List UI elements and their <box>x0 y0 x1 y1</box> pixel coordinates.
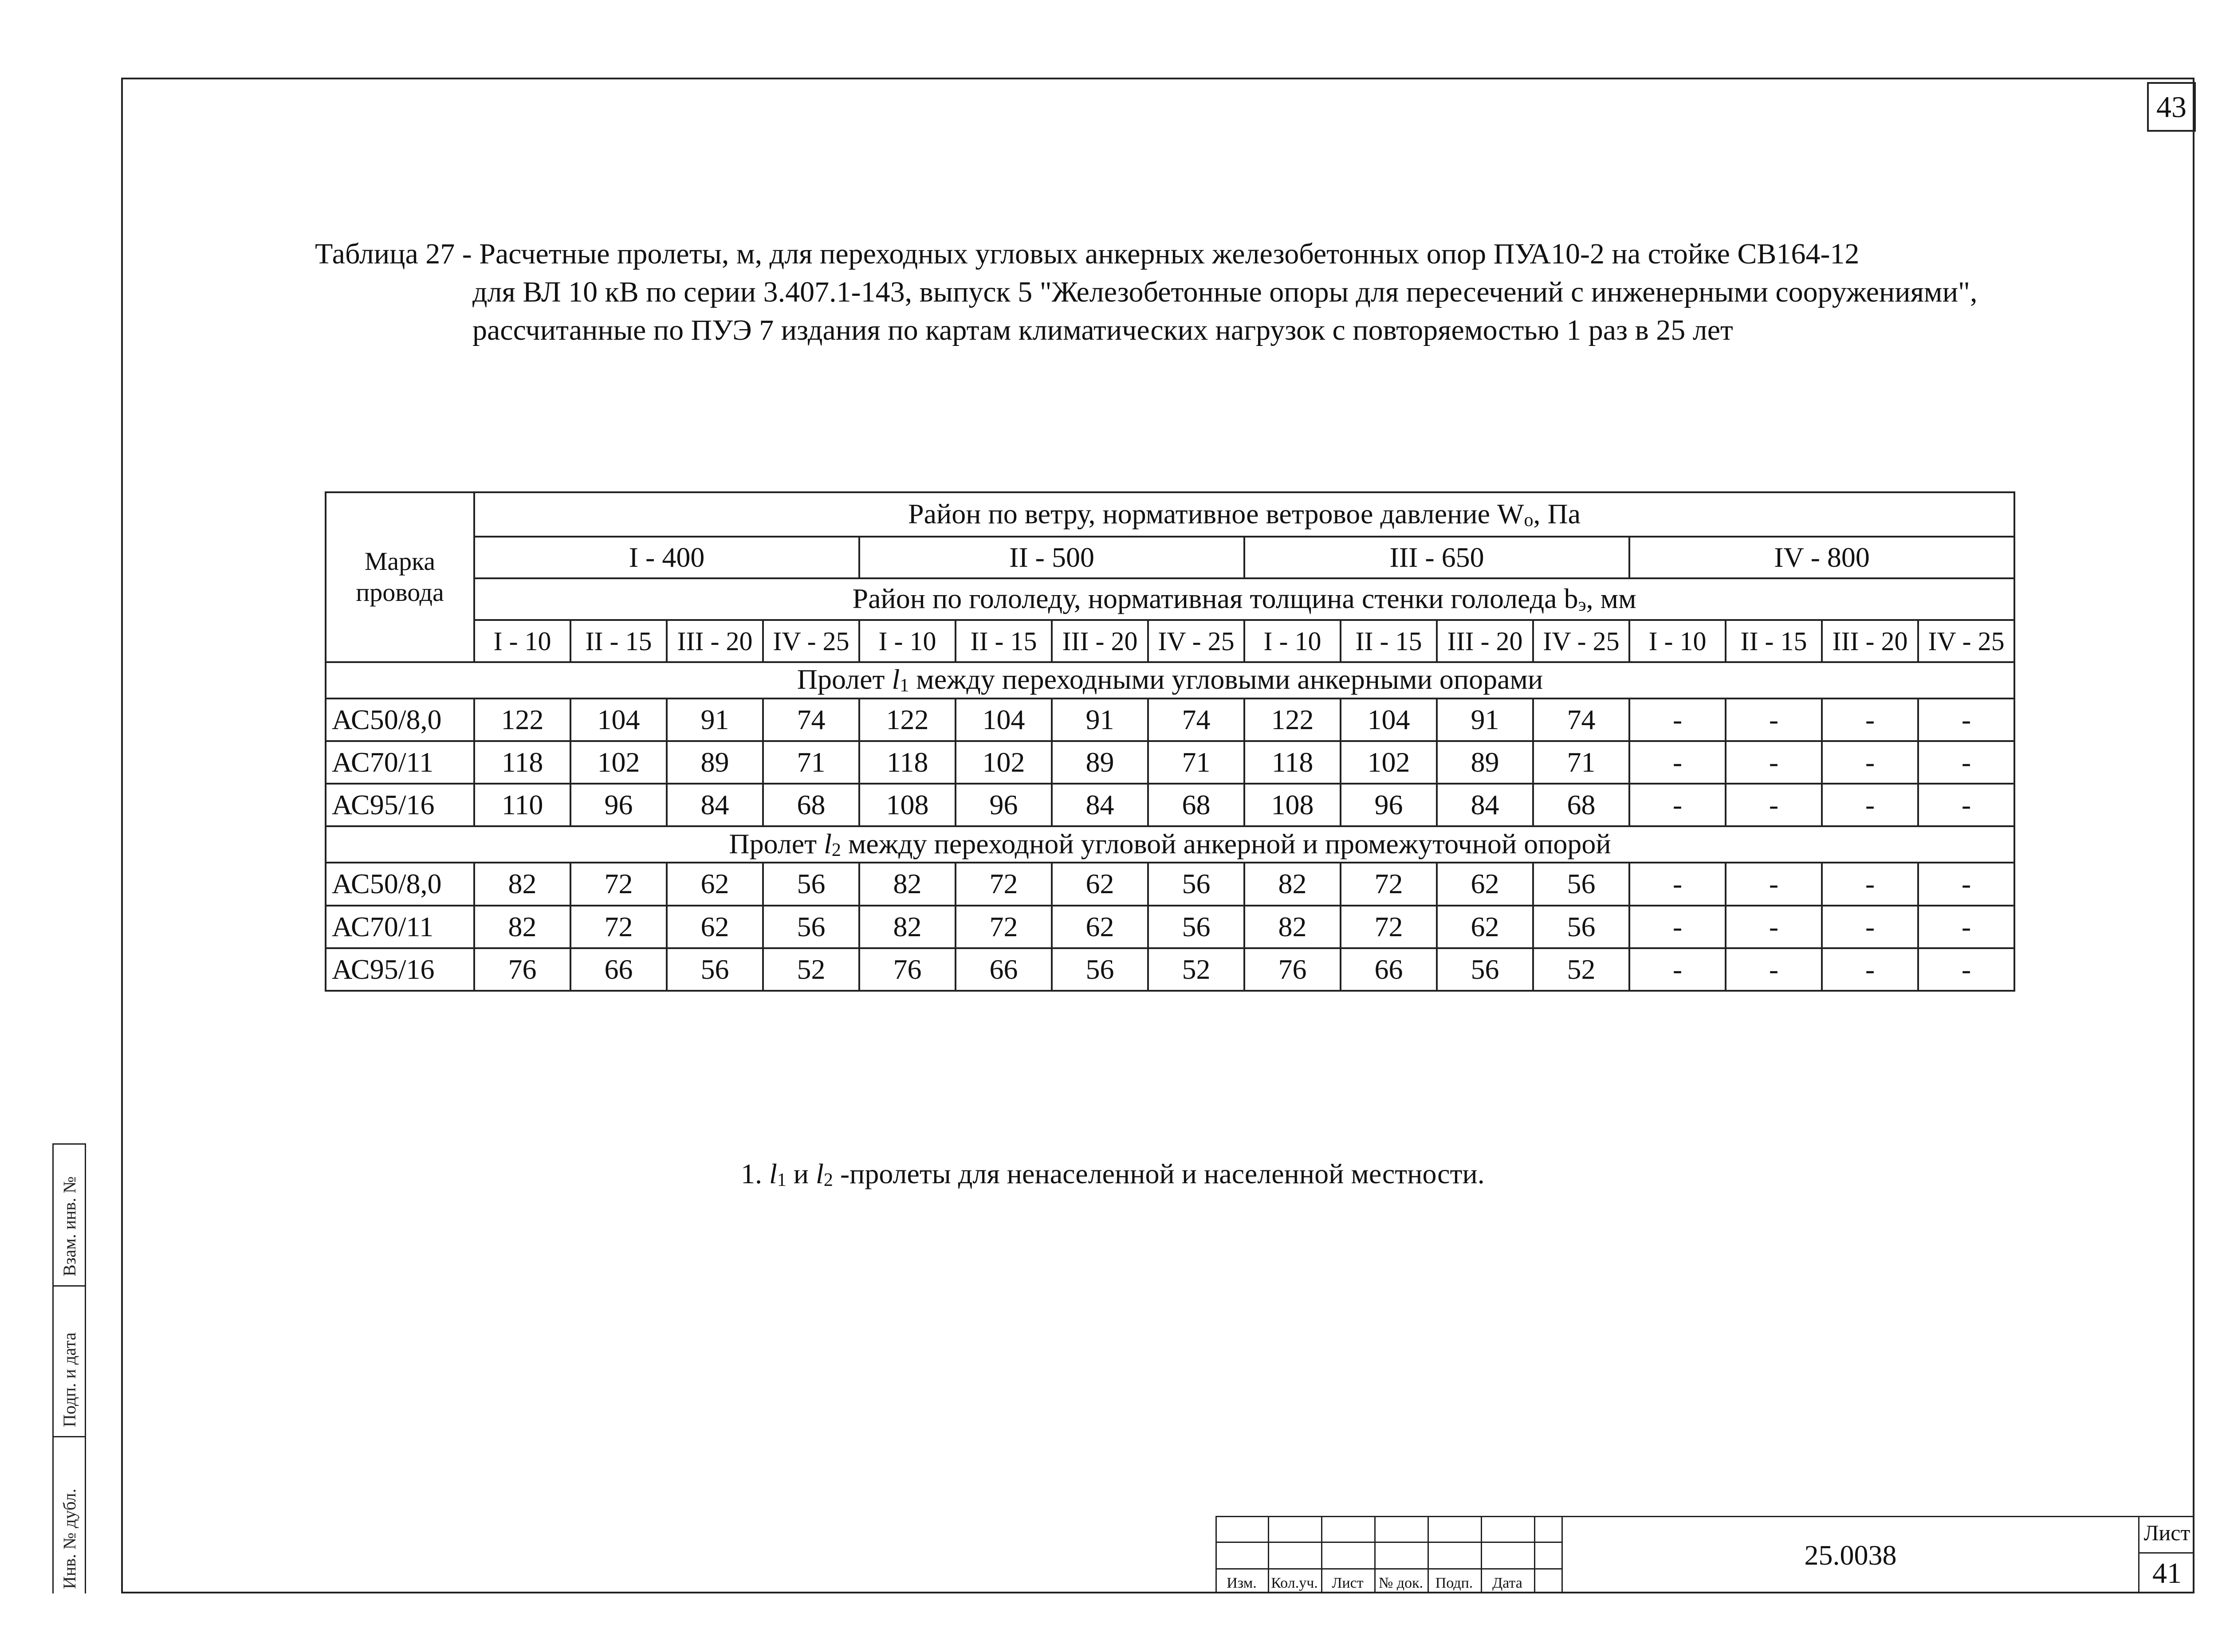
title-block-code: 25.0038 <box>1561 1516 2138 1593</box>
span-value-cell: 56 <box>1052 948 1148 991</box>
title-block-label: Лист <box>1332 1575 1364 1591</box>
note-text: -пролеты для ненаселенной и населенной местности. <box>833 1158 1485 1189</box>
title-block-label: Изм. <box>1227 1575 1257 1591</box>
side-stamp-line <box>54 1285 85 1287</box>
span-value-cell: 96 <box>956 784 1052 826</box>
span-value-cell: 74 <box>763 698 859 741</box>
span-value-cell: - <box>1918 741 2014 784</box>
wire-brand-cell: АС70/11 <box>326 741 474 784</box>
side-podp-date: Подп. и дата <box>59 1332 79 1427</box>
span-value-cell: 82 <box>859 906 956 948</box>
span-value-cell: 72 <box>1341 863 1437 905</box>
table-row <box>326 698 2014 741</box>
span-value-cell: - <box>1726 741 1822 784</box>
span-value-cell: 56 <box>1533 906 1629 948</box>
side-inv-dubl: Инв. № дубл. <box>59 1488 79 1589</box>
span-value-cell: - <box>1726 863 1822 905</box>
span-value-cell: 56 <box>1533 863 1629 905</box>
span-value-cell: 84 <box>1052 784 1148 826</box>
title-block-grid <box>1215 1516 1561 1593</box>
span-value-cell: 56 <box>1148 863 1244 905</box>
span-value-cell: 104 <box>570 698 667 741</box>
title-block-vline <box>1534 1516 1535 1593</box>
note-sub-2: 2 <box>823 1170 833 1190</box>
table-caption <box>315 235 2134 349</box>
caption-line-2: для ВЛ 10 кВ по серии 3.407.1-143, выпуск 5 "Железобетонные опоры для пересечений с инженерными сооружениями", <box>472 276 1978 308</box>
span-value-cell: - <box>1629 784 1726 826</box>
span-value-cell: 72 <box>956 906 1052 948</box>
span-value-cell: 91 <box>1437 698 1533 741</box>
wind-region-2: II - 500 <box>859 537 1244 578</box>
span-value-cell: 102 <box>570 741 667 784</box>
span-value-cell: 66 <box>956 948 1052 991</box>
ice-region-cell: IV - 25 <box>1918 620 2014 662</box>
span-value-cell: 72 <box>1341 906 1437 948</box>
span-value-cell: 62 <box>1052 863 1148 905</box>
span-value-cell: 74 <box>1148 698 1244 741</box>
span-value-cell: 76 <box>474 948 570 991</box>
span-value-cell: - <box>1918 863 2014 905</box>
title-block-hline <box>1215 1542 1561 1543</box>
span-value-cell: 118 <box>474 741 570 784</box>
span-value-cell: 52 <box>1533 948 1629 991</box>
span-value-cell: 68 <box>763 784 859 826</box>
span-value-cell: 66 <box>1341 948 1437 991</box>
span-value-cell: 56 <box>667 948 763 991</box>
span-value-cell: 62 <box>1437 863 1533 905</box>
table-row <box>326 741 2014 784</box>
span-value-cell: 56 <box>763 863 859 905</box>
span-value-cell: - <box>1726 948 1822 991</box>
section1-title-symbol: l <box>892 663 900 695</box>
span-value-cell: 72 <box>570 906 667 948</box>
table-row <box>326 784 2014 826</box>
section1-title-sub: 1 <box>900 675 909 696</box>
span-value-cell: 104 <box>1341 698 1437 741</box>
ice-region-cell: III - 20 <box>1822 620 1918 662</box>
wind-header-text: Район по ветру, нормативное ветровое давление W <box>908 498 1524 530</box>
span-value-cell: - <box>1629 863 1726 905</box>
page-number-top: 43 <box>2147 82 2196 132</box>
span-value-cell: 62 <box>667 906 763 948</box>
span-value-cell: 74 <box>1533 698 1629 741</box>
wind-region-1: I - 400 <box>474 537 859 578</box>
section2-title-sub: 2 <box>831 840 841 860</box>
span-value-cell: 89 <box>1437 741 1533 784</box>
span-value-cell: 52 <box>763 948 859 991</box>
span-value-cell: 82 <box>1244 906 1341 948</box>
section2-title-prefix: Пролет <box>729 828 824 859</box>
ice-header-unit: , мм <box>1586 582 1636 614</box>
side-stamp-line <box>54 1143 85 1145</box>
section2-title <box>326 826 2014 863</box>
span-value-cell: - <box>1726 784 1822 826</box>
span-value-cell: 52 <box>1148 948 1244 991</box>
span-value-cell: - <box>1918 784 2014 826</box>
span-value-cell: 62 <box>1052 906 1148 948</box>
ice-region-cell: IV - 25 <box>1148 620 1244 662</box>
span-value-cell: 62 <box>1437 906 1533 948</box>
span-value-cell: 82 <box>474 863 570 905</box>
span-value-cell: 104 <box>956 698 1052 741</box>
span-value-cell: - <box>1726 906 1822 948</box>
wire-brand-cell: АС70/11 <box>326 906 474 948</box>
table-row <box>326 948 2014 991</box>
span-value-cell: 72 <box>956 863 1052 905</box>
span-value-cell: 62 <box>667 863 763 905</box>
ice-region-cell: II - 15 <box>1341 620 1437 662</box>
span-value-cell: 71 <box>1533 741 1629 784</box>
brand-header: Марка провода <box>326 492 474 662</box>
ice-region-cell: I - 10 <box>1629 620 1726 662</box>
span-value-cell: 71 <box>763 741 859 784</box>
span-value-cell: - <box>1726 698 1822 741</box>
span-value-cell: 66 <box>570 948 667 991</box>
section1-title <box>326 662 2014 698</box>
ice-region-cell: III - 20 <box>1437 620 1533 662</box>
span-value-cell: 96 <box>570 784 667 826</box>
note-conj: и <box>786 1158 816 1189</box>
span-value-cell: 76 <box>1244 948 1341 991</box>
span-value-cell: 84 <box>1437 784 1533 826</box>
ice-region-cell: IV - 25 <box>763 620 859 662</box>
footnote <box>741 1158 1485 1191</box>
wire-brand-cell: АС50/8,0 <box>326 698 474 741</box>
span-value-cell: - <box>1822 863 1918 905</box>
spans-table <box>325 491 2015 992</box>
note-symbol-2: l <box>816 1158 824 1189</box>
note-symbol-1: l <box>769 1158 777 1189</box>
section2-title-suffix: между переходной угловой анкерной и промежуточной опорой <box>841 828 1611 859</box>
span-value-cell: 71 <box>1148 741 1244 784</box>
title-block-hline <box>1215 1568 1561 1570</box>
span-value-cell: 122 <box>474 698 570 741</box>
title-block-label: Кол.уч. <box>1271 1575 1318 1591</box>
note-sub-1: 1 <box>777 1170 787 1190</box>
span-value-cell: 91 <box>1052 698 1148 741</box>
span-value-cell: 110 <box>474 784 570 826</box>
caption-line-3: рассчитанные по ПУЭ 7 издания по картам климатических нагрузок с повторяемостью 1 раз в 25 лет <box>472 314 1733 346</box>
ice-region-cell: I - 10 <box>859 620 956 662</box>
span-value-cell: 68 <box>1533 784 1629 826</box>
wind-header-sub: o <box>1524 510 1534 530</box>
ice-region-cell: II - 15 <box>570 620 667 662</box>
ice-region-cell: I - 10 <box>1244 620 1341 662</box>
span-value-cell: 56 <box>1148 906 1244 948</box>
side-stamp <box>52 1143 121 1593</box>
side-stamp-value-col <box>85 1143 122 1593</box>
span-value-cell: 89 <box>667 741 763 784</box>
span-value-cell: 56 <box>763 906 859 948</box>
side-stamp-line <box>54 1436 85 1437</box>
wind-region-4: IV - 800 <box>1629 537 2014 578</box>
sheet-number: 41 <box>2139 1552 2194 1593</box>
span-value-cell: 118 <box>1244 741 1341 784</box>
title-block-hline <box>1215 1516 1561 1517</box>
sheet-label: Лист <box>2143 1520 2190 1545</box>
span-value-cell: 82 <box>474 906 570 948</box>
title-block-label: № док. <box>1378 1575 1424 1591</box>
span-value-cell: 84 <box>667 784 763 826</box>
span-value-cell: 68 <box>1148 784 1244 826</box>
span-value-cell: 122 <box>1244 698 1341 741</box>
title-block-sheet <box>2138 1516 2194 1593</box>
span-value-cell: - <box>1629 948 1726 991</box>
side-vzam-inv: Взам. инв. № <box>59 1176 79 1276</box>
span-value-cell: 108 <box>1244 784 1341 826</box>
title-block-label: Дата <box>1492 1575 1522 1591</box>
span-value-cell: 89 <box>1052 741 1148 784</box>
span-value-cell: - <box>1822 741 1918 784</box>
span-value-cell: - <box>1822 948 1918 991</box>
span-value-cell: 102 <box>1341 741 1437 784</box>
span-value-cell: - <box>1918 698 2014 741</box>
wire-brand-cell: АС50/8,0 <box>326 863 474 905</box>
wire-brand-cell: АС95/16 <box>326 784 474 826</box>
span-value-cell: 82 <box>859 863 956 905</box>
ice-region-cell: II - 15 <box>956 620 1052 662</box>
table-row <box>326 906 2014 948</box>
caption-line-1: Таблица 27 - Расчетные пролеты, м, для переходных угловых анкерных железобетонных опор ПУА10-2 на стойке СВ164-12 <box>315 238 1860 270</box>
span-value-cell: 56 <box>1437 948 1533 991</box>
span-value-cell: - <box>1629 698 1726 741</box>
span-value-cell: 76 <box>859 948 956 991</box>
span-value-cell: 108 <box>859 784 956 826</box>
span-value-cell: 118 <box>859 741 956 784</box>
span-value-cell: - <box>1918 906 2014 948</box>
ice-region-cell: II - 15 <box>1726 620 1822 662</box>
ice-header-text: Район по гололеду, нормативная толщина стенки гололеда b <box>852 582 1578 614</box>
ice-region-cell: III - 20 <box>667 620 763 662</box>
section1-title-prefix: Пролет <box>797 663 892 695</box>
note-number: 1. <box>741 1158 762 1189</box>
table-row <box>326 863 2014 905</box>
wind-header-unit: , Па <box>1533 498 1581 530</box>
section2-title-symbol: l <box>824 828 832 859</box>
span-value-cell: - <box>1629 741 1726 784</box>
wind-region-3: III - 650 <box>1244 537 1629 578</box>
wire-brand-cell: АС95/16 <box>326 948 474 991</box>
section1-title-suffix: между переходными угловыми анкерными опорами <box>909 663 1543 695</box>
span-value-cell: 122 <box>859 698 956 741</box>
span-value-cell: - <box>1918 948 2014 991</box>
span-value-cell: 102 <box>956 741 1052 784</box>
span-value-cell: 82 <box>1244 863 1341 905</box>
span-value-cell: - <box>1822 698 1918 741</box>
ice-header <box>474 578 2014 620</box>
ice-region-cell: IV - 25 <box>1533 620 1629 662</box>
ice-region-cell: I - 10 <box>474 620 570 662</box>
title-block-label: Подп. <box>1435 1575 1473 1591</box>
span-value-cell: 72 <box>570 863 667 905</box>
ice-header-sub: э <box>1578 594 1586 615</box>
ice-region-cell: III - 20 <box>1052 620 1148 662</box>
wind-header <box>474 492 2014 537</box>
span-value-cell: 91 <box>667 698 763 741</box>
span-value-cell: - <box>1822 906 1918 948</box>
span-value-cell: - <box>1629 906 1726 948</box>
span-value-cell: 96 <box>1341 784 1437 826</box>
span-value-cell: - <box>1822 784 1918 826</box>
